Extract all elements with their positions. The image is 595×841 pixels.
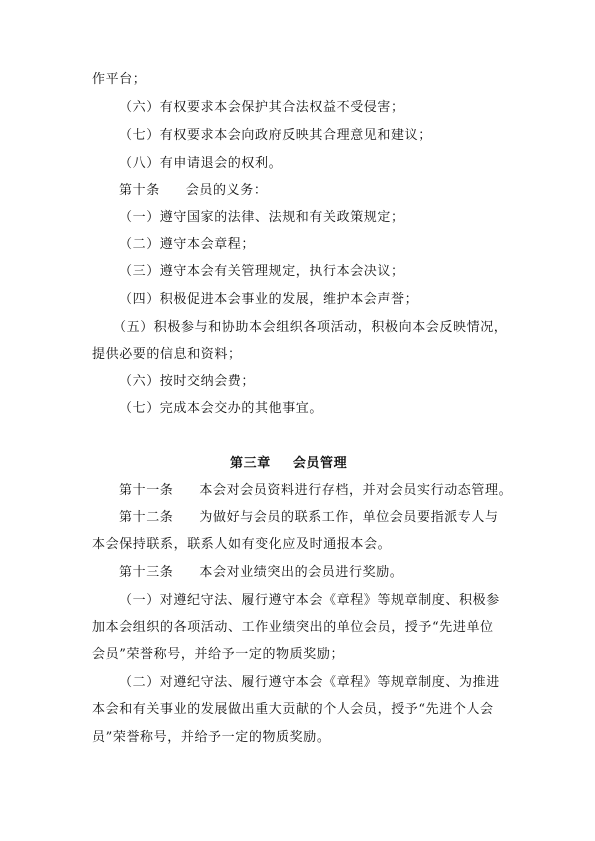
article-text: 本会对业绩突出的会员进行奖励。 [199, 565, 404, 580]
article-number: 第十二条 [119, 510, 174, 525]
text-line: 作平台； [92, 72, 147, 87]
text-line: （一）遵守国家的法律、法规和有关政策规定； [119, 210, 405, 225]
article-12 [119, 511, 499, 525]
text-line: 本会和有关事业的发展做出重大贡献的个人会员，授予“先进个人会 [92, 702, 494, 717]
text-line: 提供必要的信息和资料； [92, 347, 242, 362]
text-line: （一）对遵纪守法、履行遵守本会《章程》等规章制度、积极参 [119, 593, 500, 608]
text-line: （六）有权要求本会保护其合法权益不受侵害； [119, 100, 405, 115]
chapter-number: 第三章 [230, 456, 271, 471]
text-line: （四）积极促进本会事业的发展，维护本会声誉； [119, 292, 419, 307]
chapter-title: 会员管理 [292, 456, 348, 471]
text-line: （二）对遵纪守法、履行遵守本会《章程》等规章制度、为推进 [119, 675, 500, 690]
text-line: （三）遵守本会有关管理规定，执行本会决议； [119, 264, 405, 279]
text-line: （八）有申请退会的权利。 [119, 156, 283, 171]
text-line: （六）按时交纳会费； [119, 374, 256, 389]
text-line: （七）有权要求本会向政府反映其合理意见和建议； [119, 128, 432, 143]
text-line: 加本会组织的各项活动、工作业绩突出的单位会员，授予“先进单位 [92, 620, 494, 635]
article-text: 为做好与会员的联系工作，单位会员要指派专人与 [199, 510, 499, 525]
article-10 [119, 184, 267, 198]
text-line: （二）遵守本会章程； [119, 237, 256, 252]
article-11 [119, 484, 512, 498]
chapter-heading [230, 457, 347, 471]
article-number: 第十条 [119, 183, 160, 198]
text-line: （五）积极参与和协助本会组织各项活动，积极向本会反映情况， [113, 320, 508, 335]
text-line: 会员”荣誉称号，并给予一定的物质奖励； [92, 647, 345, 662]
text-line: 员”荣誉称号，并给予一定的物质奖励。 [92, 730, 331, 745]
text-line: 本会保持联系，联系人如有变化应及时通报本会。 [92, 537, 392, 552]
article-text: 会员的义务： [185, 183, 268, 198]
text-line: （七）完成本会交办的其他事宜。 [119, 401, 324, 416]
article-number: 第十一条 [119, 483, 174, 498]
article-text: 本会对会员资料进行存档，并对会员实行动态管理。 [199, 483, 513, 498]
article-13 [119, 566, 403, 580]
article-number: 第十三条 [119, 565, 174, 580]
